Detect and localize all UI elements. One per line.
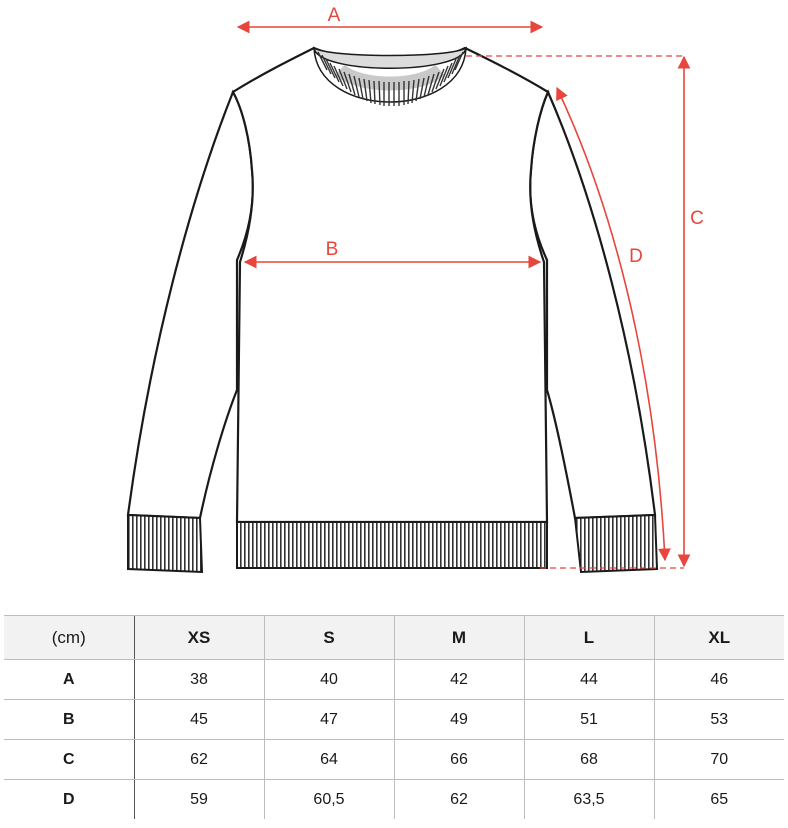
size-header-l: L <box>524 616 654 660</box>
table-cell: 49 <box>394 700 524 740</box>
right-sleeve <box>530 92 655 518</box>
row-label: C <box>4 740 134 780</box>
table-cell: 53 <box>654 700 784 740</box>
sweater-body <box>233 48 548 522</box>
size-header-m: M <box>394 616 524 660</box>
row-label: A <box>4 660 134 700</box>
size-header-xl: XL <box>654 616 784 660</box>
table-cell: 59 <box>134 780 264 820</box>
table-cell: 64 <box>264 740 394 780</box>
table-row-b <box>4 700 784 740</box>
table-header-row <box>4 616 784 660</box>
table-cell: 66 <box>394 740 524 780</box>
table-row-d <box>4 780 784 820</box>
bottom-hem <box>237 522 547 568</box>
table-cell: 65 <box>654 780 784 820</box>
table-cell: 62 <box>394 780 524 820</box>
size-header-xs: XS <box>134 616 264 660</box>
table-cell: 63,5 <box>524 780 654 820</box>
row-label: B <box>4 700 134 740</box>
size-header-s: S <box>264 616 394 660</box>
size-chart-table <box>4 615 784 819</box>
table-cell: 38 <box>134 660 264 700</box>
table-row-c <box>4 740 784 780</box>
measure-d-label: D <box>629 246 643 267</box>
measure-a-label: A <box>327 5 341 26</box>
table-cell: 47 <box>264 700 394 740</box>
left-cuff <box>128 515 202 572</box>
left-sleeve <box>128 92 253 518</box>
table-cell: 40 <box>264 660 394 700</box>
table-cell: 60,5 <box>264 780 394 820</box>
table-cell: 70 <box>654 740 784 780</box>
measure-c-label: C <box>690 208 704 229</box>
table-row-a <box>4 660 784 700</box>
table-cell: 62 <box>134 740 264 780</box>
right-cuff <box>575 515 657 572</box>
table-cell: 44 <box>524 660 654 700</box>
table-cell: 68 <box>524 740 654 780</box>
unit-header: (cm) <box>4 616 134 660</box>
table-cell: 46 <box>654 660 784 700</box>
table-cell: 42 <box>394 660 524 700</box>
row-label: D <box>4 780 134 820</box>
table-cell: 45 <box>134 700 264 740</box>
measure-b-label: B <box>325 239 339 260</box>
table-cell: 51 <box>524 700 654 740</box>
